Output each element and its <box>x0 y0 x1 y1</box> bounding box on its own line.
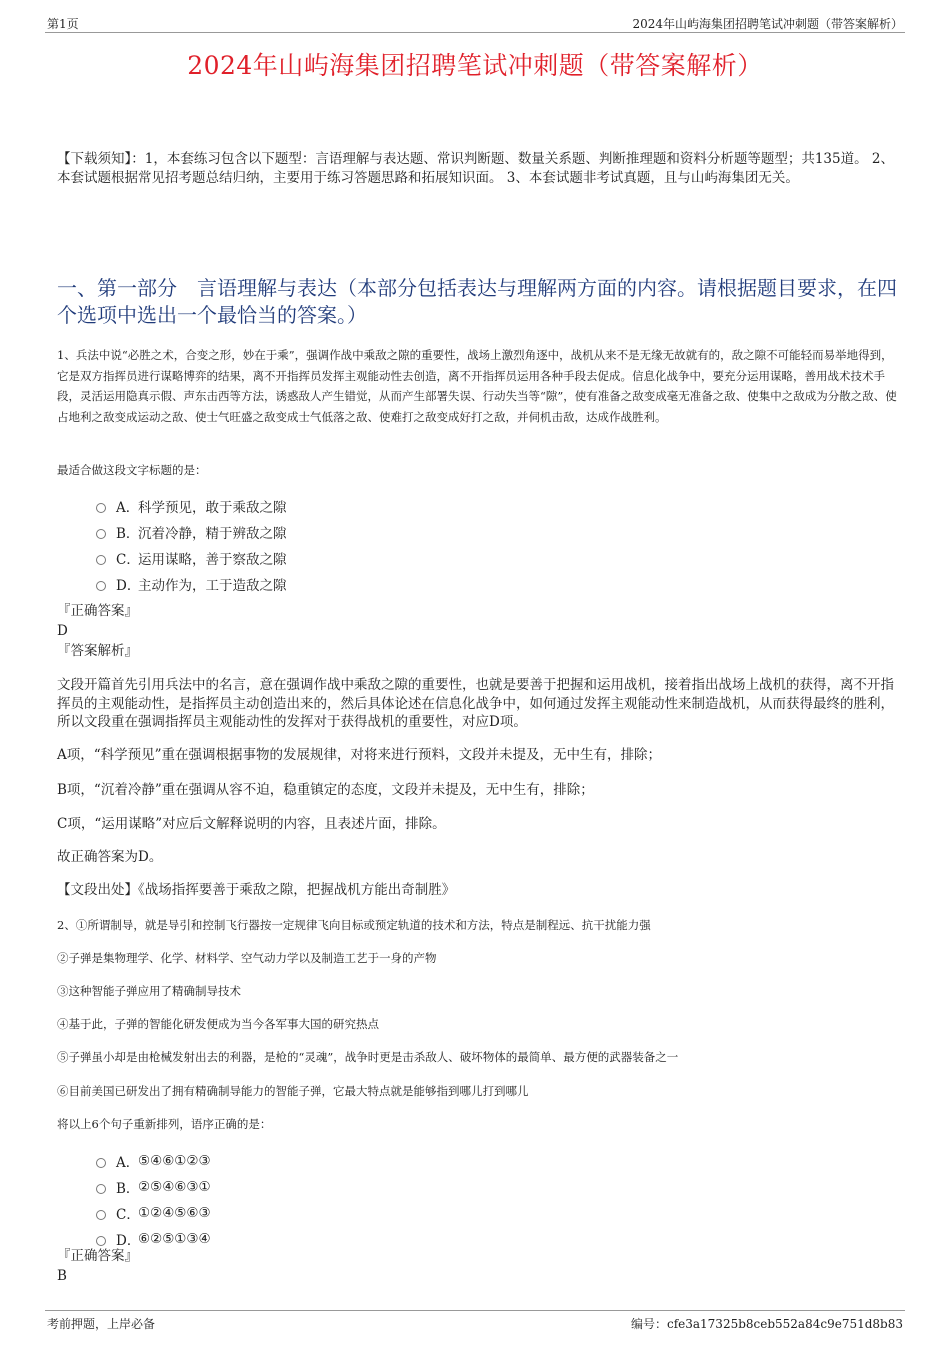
question-2-sentence-2: ②子弹是集物理学、化学、材料学、空气动力学以及制造工艺于一身的产物 <box>57 951 437 965</box>
question-1-analysis-b: B项，“沉着冷静”重在强调从容不迫，稳重镇定的态度，文段并未提及，无中生有，排除； <box>57 782 594 798</box>
section-title: 一、第一部分 言语理解与表达（本部分包括表达与理解两方面的内容。请根据题目要求，在四个选项中选出一个最恰当的答案。） <box>57 276 897 327</box>
footer-doc-id: 编号：cfe3a17325b8ceb552a84c9e751d8b83 <box>630 1317 903 1331</box>
question-1-option-d[interactable]: D． 主动作为，工于造敌之隙 <box>96 571 287 597</box>
question-2-options <box>96 1148 211 1252</box>
question-2-answer-heading: 『正确答案』 <box>57 1248 138 1264</box>
question-1-option-b[interactable]: B． 沉着冷静，精于辨敌之隙 <box>96 519 287 545</box>
radio-icon[interactable] <box>96 1158 106 1168</box>
radio-icon[interactable] <box>96 555 106 565</box>
question-2-sentence-3: ③这种智能子弹应用了精确制导技术 <box>57 984 241 998</box>
question-1-analysis-c: C项，“运用谋略”对应后文解释说明的内容，且表述片面，排除。 <box>57 816 446 832</box>
question-1-source: 【文段出处】《战场指挥要善于乘敌之隙，把握战机方能出奇制胜》 <box>57 882 456 898</box>
question-1-stem: 1、兵法中说“必胜之术，合变之形，妙在于乘”，强调作战中乘敌之隙的重要性，战场上激烈角逐中，战机从来不是无缘无故就有的，敌之隙不可能轻而易举地得到，它是双方指挥员进行谋略博弈的结果，离不开指挥员发挥主观能动性去创造，离不开指挥员运用各种手段去促成。信息化战争中，要充分运用谋略，善用战术技术手段，灵活运用隐真示假、声东击西等方法，诱惑敌人产生错觉，从而产生部署失误、行动失当等“隙”，使有准备之敌变成毫无准备之敌、使集中之敌成为分散之敌、使占地利之敌变成运动之敌、使士气旺盛之敌变成士气低落之敌、使难打之敌变成好打之敌，并伺机击敌，达成作战胜利。 <box>57 348 897 424</box>
question-2-sentence-4: ④基于此，子弹的智能化研发便成为当今各军事大国的研究热点 <box>57 1017 379 1031</box>
question-1-answer: D <box>57 623 68 639</box>
header-divider <box>45 32 905 33</box>
radio-icon[interactable] <box>96 1236 106 1246</box>
question-2-sentence-1: 2、①所谓制导，就是导引和控制飞行器按一定规律飞向目标或预定轨道的技术和方法，特点是制程远、抗干扰能力强 <box>57 918 651 932</box>
footer-slogan: 考前押题，上岸必备 <box>47 1317 156 1331</box>
radio-icon[interactable] <box>96 529 106 539</box>
question-1-conclusion: 故正确答案为D。 <box>57 849 163 865</box>
question-1-answer-heading: 『正确答案』 <box>57 603 138 619</box>
question-1-prompt: 最适合做这段文字标题的是： <box>57 463 207 477</box>
question-2-sentence-6: ⑥目前美国已研发出了拥有精确制导能力的智能子弹，它最大特点就是能够指到哪儿打到哪儿 <box>57 1084 529 1098</box>
header-doc-title: 2024年山屿海集团招聘笔试冲刺题（带答案解析） <box>632 17 903 31</box>
radio-icon[interactable] <box>96 581 106 591</box>
question-2-option-c[interactable]: C． ①②④⑤⑥③ <box>96 1200 211 1226</box>
question-1-analysis-a: A项，“科学预见”重在强调根据事物的发展规律，对将来进行预料，文段并未提及，无中生有，排除； <box>57 747 662 763</box>
download-notice: 【下载须知】：1，本套练习包含以下题型：言语理解与表达题、常识判断题、数量关系题、判断推理题和资料分析题等题型；共135道。 2、本套试题根据常见招考题总结归纳，主要用于练习答题思路和拓展知识面。 3、本套试题非考试真题，且与山屿海集团无关。 <box>57 151 894 186</box>
question-2-option-a[interactable]: A． ⑤④⑥①②③ <box>96 1148 211 1174</box>
question-1-options <box>96 493 287 597</box>
document-title: 2024年山屿海集团招聘笔试冲刺题（带答案解析） <box>187 51 763 80</box>
question-1-option-a[interactable]: A． 科学预见，敢于乘敌之隙 <box>96 493 287 519</box>
radio-icon[interactable] <box>96 503 106 513</box>
question-2-option-b[interactable]: B． ②⑤④⑥③① <box>96 1174 211 1200</box>
question-2-option-d[interactable]: D． ⑥②⑤①③④ <box>96 1226 211 1252</box>
page-number: 第1页 <box>47 17 79 31</box>
question-2-prompt: 将以上6个句子重新排列，语序正确的是： <box>57 1117 272 1131</box>
question-2-sentence-5: ⑤子弹虽小却是由枪械发射出去的利器，是枪的“灵魂”，战争时更是击杀敌人、破坏物体的最简单、最方便的武器装备之一 <box>57 1050 679 1064</box>
question-2-answer: B <box>57 1268 67 1284</box>
footer-divider <box>45 1310 905 1311</box>
radio-icon[interactable] <box>96 1210 106 1220</box>
radio-icon[interactable] <box>96 1184 106 1194</box>
question-1-option-c[interactable]: C． 运用谋略，善于察敌之隙 <box>96 545 287 571</box>
question-1-analysis-heading: 『答案解析』 <box>57 643 138 659</box>
question-1-analysis-main: 文段开篇首先引用兵法中的名言，意在强调作战中乘敌之隙的重要性，也就是要善于把握和运用战机，接着指出战场上战机的获得，离不开指挥员的主观能动性，是指挥员主动创造出来的，然后具体论述在信息化战争中，如何通过发挥主观能动性来制造战机，从而获得最终的胜利，所以文段重在强调指挥员主观能动性的发挥对于获得战机的重要性，对应D项。 <box>57 677 894 730</box>
